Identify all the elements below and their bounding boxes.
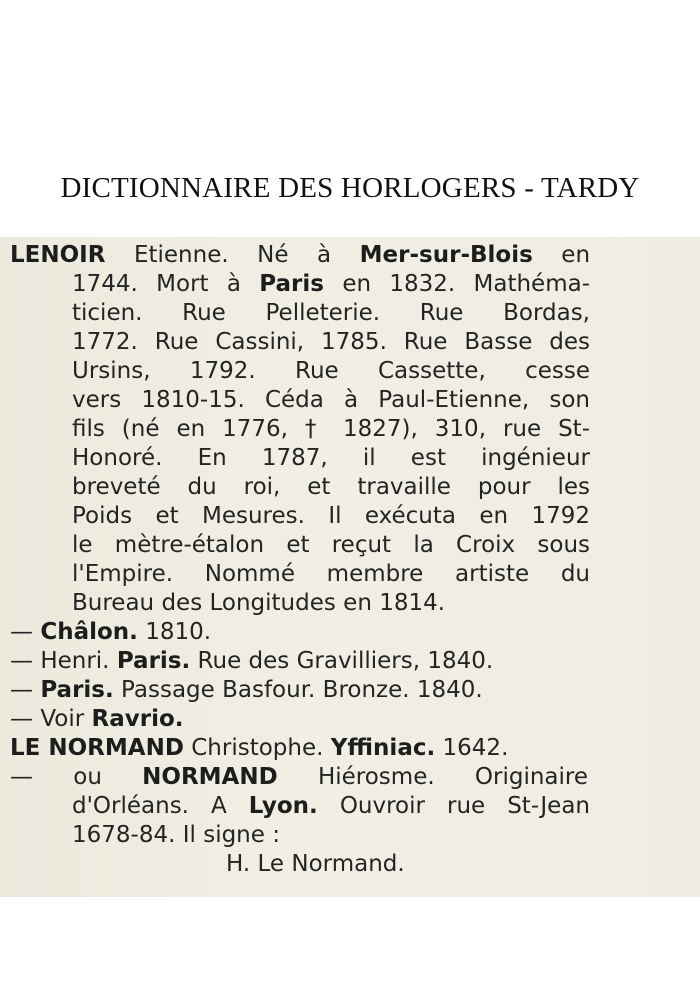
scanned-page [0,237,700,897]
subentry: — Paris. Passage Basfour. Bronze. 1840. [10,677,483,703]
entry-line: Honoré. En 1787, il est ingénieur [72,445,590,471]
entry-line: d'Orléans. A Lyon. Ouvroir rue St-Jean [72,793,590,819]
entry-line: Bureau des Longitudes en 1814. [72,590,446,616]
signature-line: H. Le Normand. [226,851,405,874]
entry-given: Etienne. Né à [133,242,332,268]
entry-tail: 1642. [442,735,509,761]
entry-line: 1678-84. Il signe : [72,822,280,848]
entry-line: Ursins, 1792. Rue Cassette, cesse [72,358,590,384]
entry-line: le mètre-étalon et reçut la Croix sous [72,532,590,558]
entry-line: vers 1810-15. Céda à Paul-Etienne, son [72,387,590,413]
subentry: — Voir Ravrio. [10,706,184,732]
entry-line: fils (né en 1776, † 1827), 310, rue St- [72,416,590,442]
entry-lenoir-headline [0,241,590,270]
entry-line: Poids et Mesures. Il exécuta en 1792 [72,503,590,529]
entry-name: LE NORMAND [10,735,184,761]
entry-line: l'Empire. Nommé membre artiste du [72,561,590,587]
entry-given: Christophe. [191,735,324,761]
entry-place: Yffiniac. [330,735,436,761]
entry-line: 1744. Mort à Paris en 1832. Mathéma- [72,271,590,297]
entry-line: 1772. Rue Cassini, 1785. Rue Basse des [72,329,590,355]
entry-name: LENOIR [10,242,106,268]
dictionary-text [0,241,700,874]
entry-line: breveté du roi, et travaille pour les [72,474,590,500]
entry-place: Mer-sur-Blois [359,242,533,268]
page-title: DICTIONNAIRE DES HORLOGERS - TARDY [60,172,640,204]
subentry: — Henri. Paris. Rue des Gravilliers, 1840. [10,648,494,674]
subentry: — Châlon. 1810. [10,619,212,645]
entry-tail: en [561,242,590,268]
entry-line: ticien. Rue Pelleterie. Rue Bordas, [72,300,590,326]
entry-le-normand-headline [0,734,590,763]
subentry: — ou NORMAND Hiérosme. Originaire [10,764,588,790]
